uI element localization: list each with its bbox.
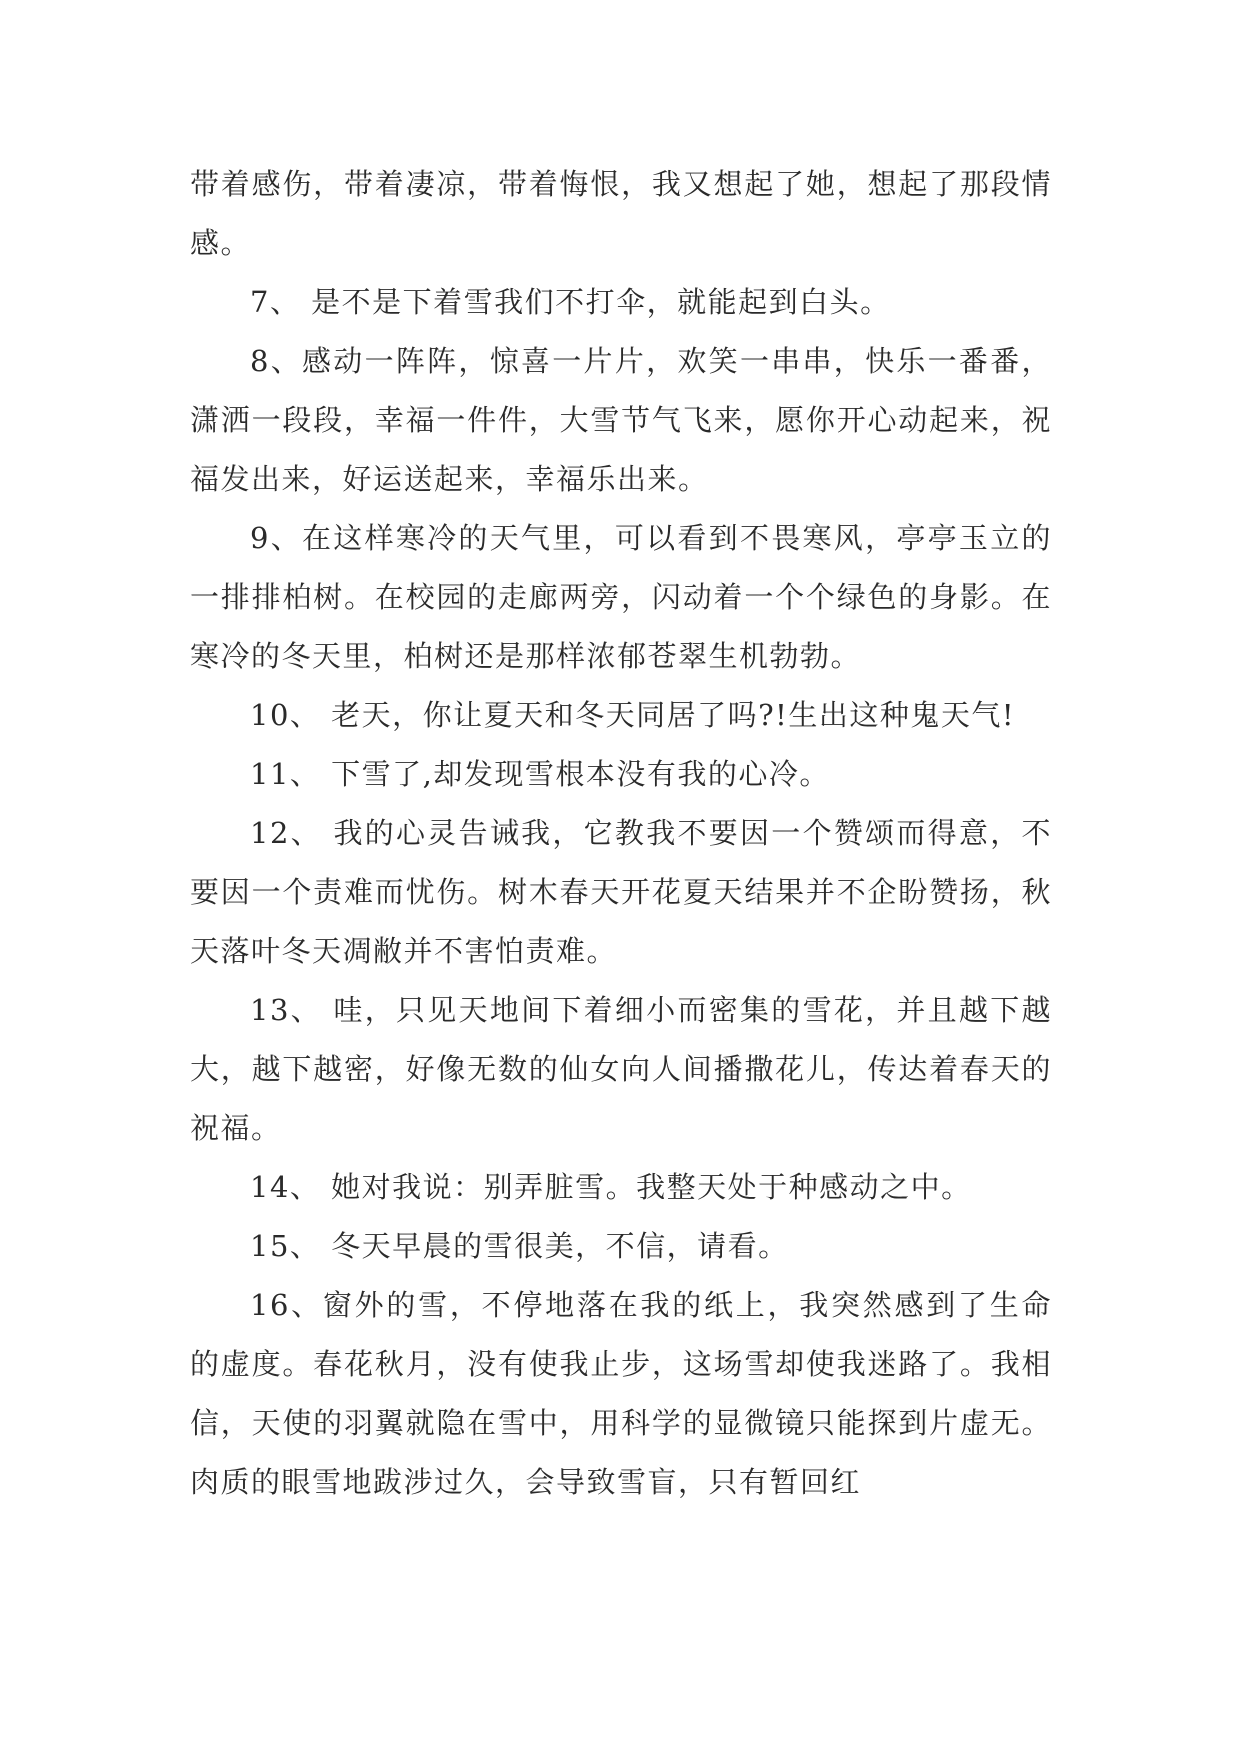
paragraph-item-13: 13、 哇，只见天地间下着细小而密集的雪花，并且越下越大，越下越密，好像无数的仙女向人间播撒花儿，传达着春天的祝福。	[190, 993, 1052, 1145]
document-body	[190, 155, 1052, 1512]
paragraph-item-8: 8、感动一阵阵，惊喜一片片，欢笑一串串，快乐一番番，潇洒一段段，幸福一件件，大雪节气飞来，愿你开心动起来，祝福发出来，好运送起来，幸福乐出来。	[190, 344, 1052, 496]
paragraph-item-7: 7、 是不是下着雪我们不打伞，就能起到白头。	[250, 285, 891, 319]
paragraph-continuation: 带着感伤，带着凄凉，带着悔恨，我又想起了她，想起了那段情感。	[190, 167, 1052, 260]
paragraph-item-15: 15、 冬天早晨的雪很美，不信，请看。	[250, 1229, 789, 1263]
paragraph-item-9: 9、在这样寒冷的天气里，可以看到不畏寒风，亭亭玉立的一排排柏树。在校园的走廊两旁，闪动着一个个绿色的身影。在寒冷的冬天里，柏树还是那样浓郁苍翠生机勃勃。	[190, 521, 1052, 673]
paragraph-item-14: 14、 她对我说：别弄脏雪。我整天处于种感动之中。	[250, 1170, 972, 1204]
paragraph-item-16: 16、窗外的雪，不停地落在我的纸上，我突然感到了生命的虚度。春花秋月，没有使我止步，这场雪却使我迷路了。我相信，天使的羽翼就隐在雪中，用科学的显微镜只能探到片虚无。肉质的眼雪地跋涉过久，会导致雪盲，只有暂回红	[190, 1288, 1052, 1499]
paragraph-item-10: 10、 老天，你让夏天和冬天同居了吗?!生出这种鬼天气!	[250, 698, 1015, 732]
paragraph-item-12: 12、 我的心灵告诫我，它教我不要因一个赞颂而得意，不要因一个责难而忧伤。树木春天开花夏天结果并不企盼赞扬，秋天落叶冬天凋敝并不害怕责难。	[190, 816, 1052, 968]
paragraph-item-11: 11、 下雪了,却发现雪根本没有我的心冷。	[250, 757, 830, 791]
